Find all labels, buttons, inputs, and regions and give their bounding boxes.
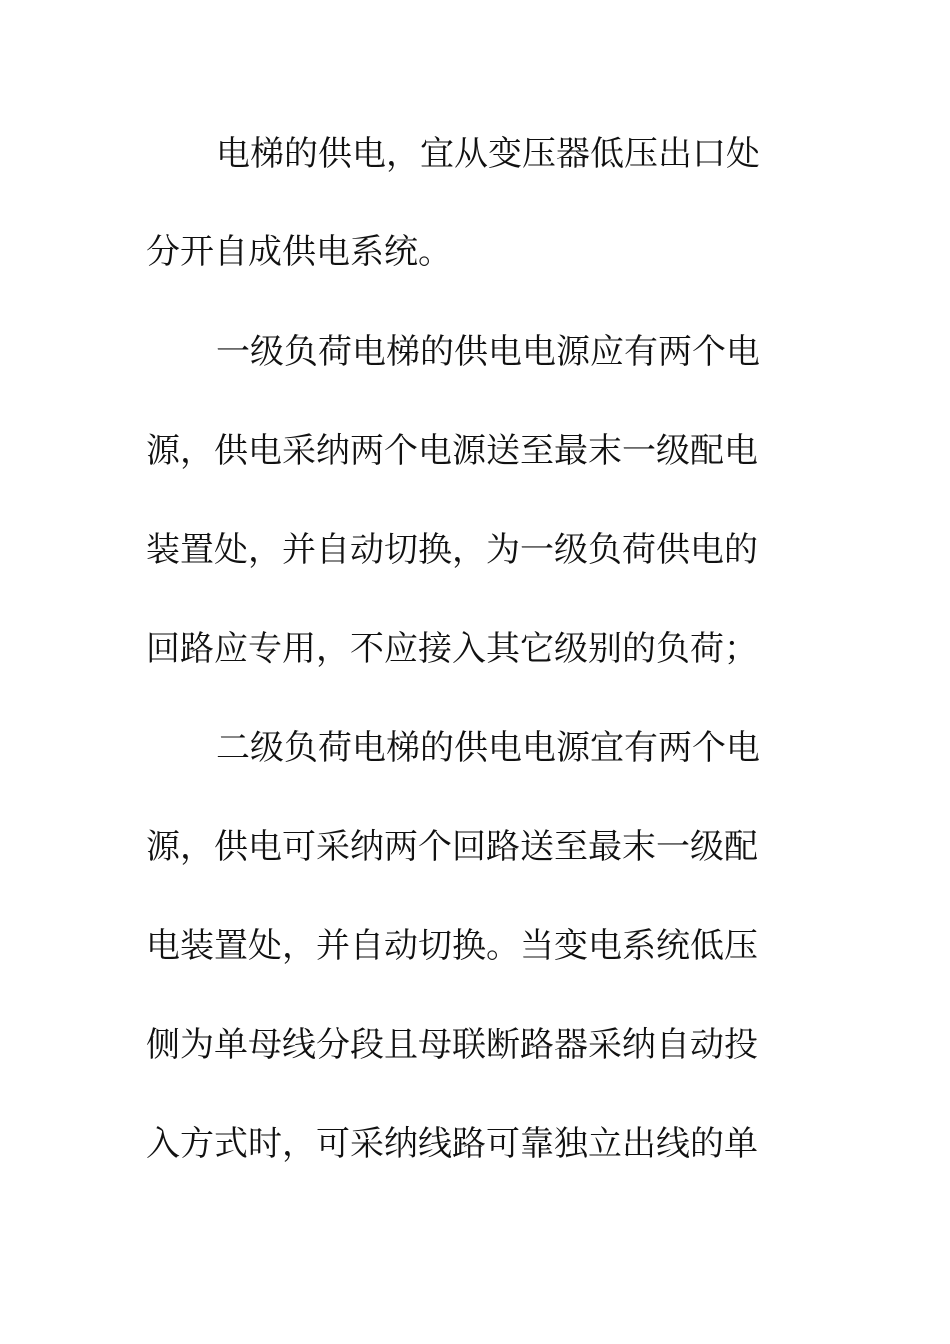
paragraph-3-line-5: 入方式时，可采纳线路可靠独立出线的单 bbox=[146, 1124, 758, 1164]
paragraph-3-line-3: 电装置处，并自动切换。当变电系统低压 bbox=[146, 926, 758, 966]
paragraph-2-line-2: 源，供电采纳两个电源送至最末一级配电 bbox=[146, 431, 758, 471]
paragraph-2-line-3: 装置处，并自动切换，为一级负荷供电的 bbox=[146, 530, 758, 570]
paragraph-2-line-4: 回路应专用，不应接入其它级别的负荷； bbox=[146, 629, 758, 669]
paragraph-1-line-2: 分开自成供电系统。 bbox=[146, 232, 452, 272]
paragraph-3-line-2: 源，供电可采纳两个回路送至最末一级配 bbox=[146, 827, 758, 867]
paragraph-3-line-1: 二级负荷电梯的供电电源宜有两个电 bbox=[216, 728, 760, 768]
paragraph-2-line-1: 一级负荷电梯的供电电源应有两个电 bbox=[216, 332, 760, 372]
paragraph-1-line-1: 电梯的供电，宜从变压器低压出口处 bbox=[216, 134, 760, 174]
paragraph-3-line-4: 侧为单母线分段且母联断路器采纳自动投 bbox=[146, 1025, 758, 1065]
